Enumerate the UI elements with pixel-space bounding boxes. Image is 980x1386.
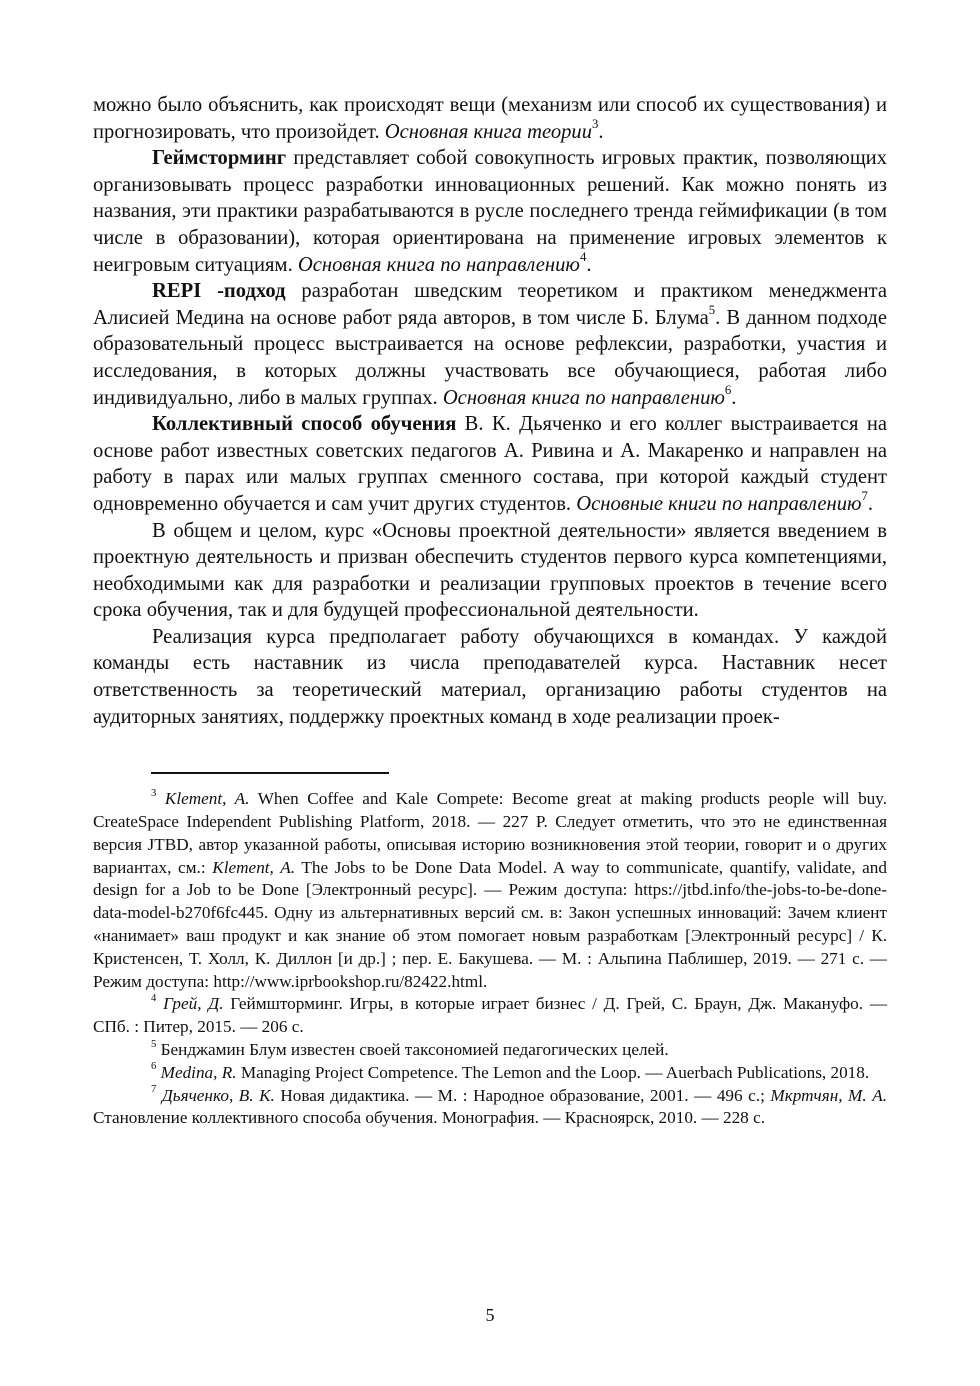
- footnote-text: Бенджамин Блум известен своей таксономией педагогических целей.: [156, 1040, 669, 1060]
- footnote-author: Medina, R.: [160, 1062, 237, 1082]
- paragraph-text: . В данном подходе образовательный процесс выстраивается на основе рефлексии, разработки, участия и исследования, в которых должны участвовать все обучающиеся, работая либо индивидуально, либо в малых группах.: [93, 306, 887, 409]
- paragraph-text: Реализация курса предполагает работу обучающихся в командах. У каждой команды есть наставник из числа преподавателей курса. Наставник несет ответственность за теоретический материал, организацию работы студентов на аудиторных занятиях, поддержку проектных команд в ходе реализации проек-: [93, 625, 887, 728]
- paragraph-end: .: [867, 492, 874, 515]
- footnote-text: Managing Project Competence. The Lemon and the Loop. — Auerbach Publications, 2018.: [236, 1062, 870, 1082]
- footnote-number: 3: [151, 787, 157, 799]
- paragraph-1: [93, 92, 887, 145]
- main-text: [93, 92, 887, 730]
- paragraph-text: можно было объяснить, как происходят вещи (механизм или способ их существования) и прогнозировать, что произойдет.: [93, 94, 887, 143]
- footnote-6: [93, 1062, 887, 1085]
- footnote-4: [93, 993, 887, 1039]
- paragraph-4: [93, 411, 887, 517]
- footnote-text: Геймшторминг. Игры, в которые играет бизнес / Д. Грей, С. Браун, Дж. Макануфо. — СПб. : Питер, 2015. — 206 с.: [93, 994, 888, 1037]
- footnote-text: Новая дидактика. — М. : Народное образование, 2001. — 496 с.;: [274, 1085, 771, 1105]
- paragraph-text: представляет собой совокупность игровых практик, позволяющих организовывать процесс разработки инновационных решений. Как можно понять из названия, эти практики разрабатываются в русле последнего тренда геймификации (в том числе в образовании), которая ориентирована на применение игровых элементов к неигровым ситуациям.: [93, 147, 887, 276]
- footnote-ref[interactable]: 3: [592, 116, 599, 131]
- paragraph-end: .: [598, 120, 604, 143]
- term-bold: REPI -подход: [152, 280, 286, 303]
- footnote-author: Klement, A.: [212, 857, 295, 877]
- page-number: 5: [485, 1305, 495, 1325]
- paragraph-end: .: [586, 253, 592, 276]
- paragraph-2: [93, 145, 887, 278]
- footnote-text: When Coffee and Kale Compete: Become great at making products people will buy. CreateSpace Independent Publishing Platform, 2018. — 227 P. Следует отметить, что это не единственная версия JTBD, автор указанной работы, описывая историю возникновения этой теории, говорит и о других вариантах, см.:: [93, 789, 888, 877]
- paragraph-italic: Основная книга по направлению: [297, 253, 580, 276]
- paragraph-end: .: [731, 386, 737, 409]
- paragraph-3: [93, 278, 887, 411]
- paragraph-text: В. К. Дьяченко и его коллег выстраивается на основе работ известных советских педагогов А. Ривина и А. Макаренко и направлен на работу в парах или малых группах сменного состава, при которой каждый студент одновременно обучается и сам учит других студентов.: [93, 413, 887, 515]
- footnote-author: Мкртчян, М. А.: [770, 1085, 887, 1105]
- document-page: [93, 92, 887, 1130]
- footnote-text: Становление коллективного способа обучения. Монография. — Красноярск, 2010. — 228 с.: [93, 1108, 765, 1128]
- footnote-number: 5: [151, 1038, 157, 1050]
- paragraph-text: разработан шведским теоретиком и практиком менеджмента Алисией Медина на основе работ ряда авторов, в том числе Б. Блума: [93, 280, 887, 329]
- footnote-ref[interactable]: 4: [579, 249, 587, 264]
- footnote-number: 6: [151, 1061, 157, 1073]
- paragraph-italic: Основная книга по направлению: [442, 386, 725, 409]
- footnote-ref[interactable]: 5: [708, 302, 716, 317]
- term-bold: Геймсторминг: [152, 147, 287, 170]
- paragraph-italic: Основная книга теории: [384, 120, 593, 143]
- footnote-number: 7: [151, 1084, 157, 1096]
- paragraph-italic: Основные книги по направлению: [576, 492, 862, 515]
- footnote-5: [93, 1039, 887, 1062]
- footnote-7: [93, 1085, 887, 1131]
- footnotes: [93, 788, 887, 1130]
- paragraph-6: [93, 624, 887, 730]
- footnote-author: Klement, A.: [164, 789, 250, 809]
- footnote-ref[interactable]: 7: [861, 489, 868, 504]
- footnote-divider: [151, 772, 389, 774]
- term-bold: Коллективный способ обучения: [152, 413, 457, 436]
- footnote-ref[interactable]: 6: [724, 382, 732, 397]
- footnote-author: Дьяченко, В. К.: [161, 1085, 275, 1105]
- paragraph-text: В общем и целом, курс «Основы проектной деятельности» является введением в проектную деятельность и призван обеспечить студентов первого курса компетенциями, необходимыми как для разработки и реализации групповых проектов в течение всего срока обучения, так и для будущей профессиональной деятельности.: [93, 519, 887, 622]
- footnote-text: The Jobs to be Done Data Model. A way to communicate, quantify, validate, and design for a Job to be Done [Электронный ресурс]. — Режим доступа: https://jtbd.info/the-jobs-to-be-done-data-model-b270f6fc445. Одну из альтернативных версий см. в: Закон успешных инноваций: Зачем клиент «нанимает» ваш продукт и как знание об этом помогает новым разработкам [Электронный ресурс] / К. Кристенсен, Т. Холл, К. Диллон [и др.] ; пер. Е. Бакушева. — М. : Альпина Паблишер, 2019. — 271 с. — Режим доступа: http://www.iprbookshop.ru/82422.html.: [93, 857, 887, 991]
- footnote-author: Грей, Д.: [163, 994, 224, 1014]
- footnote-number: 4: [151, 993, 157, 1005]
- footnote-3: [93, 788, 887, 993]
- paragraph-5: [93, 518, 887, 624]
